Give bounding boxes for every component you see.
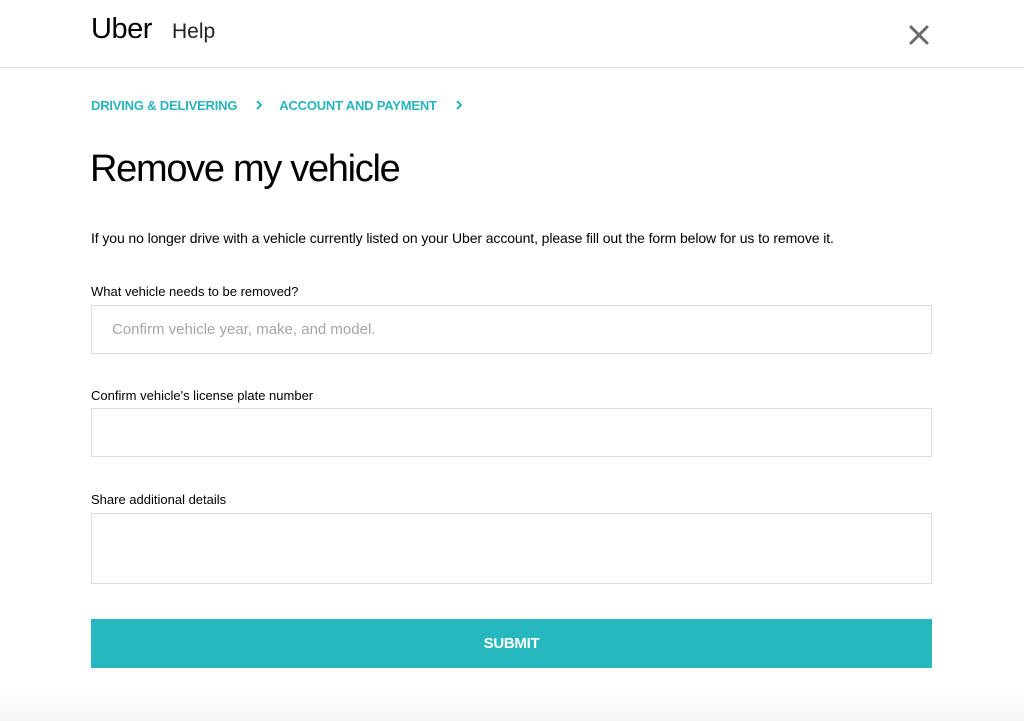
details-field-label: Share additional details [91, 492, 227, 507]
breadcrumb [91, 97, 479, 113]
help-section-label[interactable]: Help [172, 20, 216, 43]
footer-shade [0, 690, 1024, 721]
breadcrumb-account-payment[interactable]: ACCOUNT AND PAYMENT [279, 97, 437, 113]
page-title: Remove my vehicle [90, 148, 400, 190]
vehicle-field-label: What vehicle needs to be removed? [91, 284, 299, 299]
close-button[interactable] [904, 20, 934, 50]
close-icon [904, 20, 934, 50]
vehicle-input[interactable] [91, 305, 932, 354]
chevron-right-icon [254, 99, 264, 111]
uber-logo[interactable]: Uber [91, 13, 152, 45]
submit-button[interactable]: SUBMIT [91, 619, 932, 668]
top-bar [0, 0, 1024, 68]
additional-details-textarea[interactable] [91, 513, 932, 584]
intro-text: If you no longer drive with a vehicle currently listed on your Uber account, please fill out the form below for us to remove it. [91, 230, 834, 246]
breadcrumb-driving-delivering[interactable]: DRIVING & DELIVERING [91, 97, 238, 113]
chevron-right-icon [454, 99, 464, 111]
license-plate-input[interactable] [91, 408, 932, 457]
plate-field-label: Confirm vehicle's license plate number [91, 388, 314, 403]
